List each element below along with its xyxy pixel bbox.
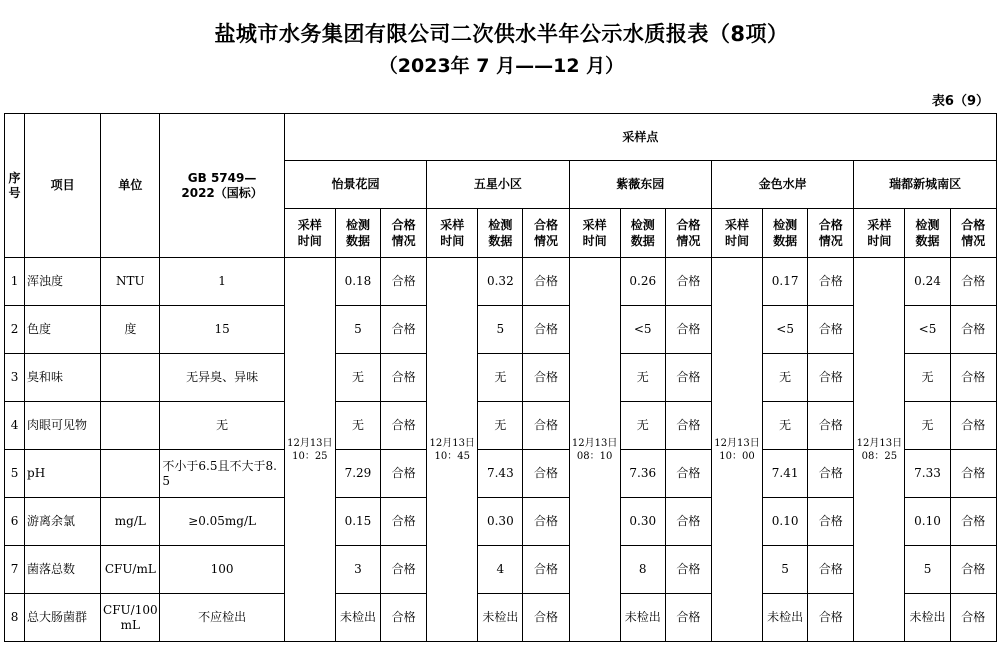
pass-status: 合格 xyxy=(381,546,427,594)
pass-status: 合格 xyxy=(808,450,854,498)
test-value: 0.30 xyxy=(478,498,523,546)
pass-status: 合格 xyxy=(523,306,569,354)
row-standard: 不应检出 xyxy=(160,594,284,642)
site-name: 怡景花园 xyxy=(284,161,426,209)
test-value: 7.33 xyxy=(905,450,950,498)
row-seq: 4 xyxy=(5,402,25,450)
pass-status: 合格 xyxy=(665,546,711,594)
pass-status: 合格 xyxy=(950,594,996,642)
test-value: 未检出 xyxy=(905,594,950,642)
pass-status: 合格 xyxy=(950,546,996,594)
row-standard: 无异臭、异味 xyxy=(160,354,284,402)
test-value: 0.18 xyxy=(335,258,380,306)
sample-clock: 10：00 xyxy=(719,450,755,462)
pass-status: 合格 xyxy=(665,306,711,354)
table-body xyxy=(5,114,997,642)
subheader-sample-time xyxy=(284,209,335,258)
row-seq: 2 xyxy=(5,306,25,354)
subheader-label: 合格情况 xyxy=(391,218,416,248)
sample-clock: 10：45 xyxy=(434,450,470,462)
pass-status: 合格 xyxy=(808,498,854,546)
site-name: 紫薇东园 xyxy=(569,161,711,209)
subheader-sample-time xyxy=(427,209,478,258)
row-unit: mg/L xyxy=(101,498,160,546)
pass-status: 合格 xyxy=(808,354,854,402)
sample-time-cell xyxy=(569,258,620,642)
test-value: 0.10 xyxy=(905,498,950,546)
pass-status: 合格 xyxy=(381,354,427,402)
row-item: 肉眼可见物 xyxy=(25,402,101,450)
subheader-label: 合格情况 xyxy=(676,218,701,248)
subheader-label: 合格情况 xyxy=(961,218,986,248)
subheader-label: 检测数据 xyxy=(630,218,655,248)
sample-time-cell xyxy=(427,258,478,642)
pass-status: 合格 xyxy=(950,306,996,354)
test-value: 无 xyxy=(335,402,380,450)
subheader-label: 采样时间 xyxy=(724,218,749,248)
test-value: 3 xyxy=(335,546,380,594)
subheader-test-data xyxy=(620,209,665,258)
sample-time-cell xyxy=(854,258,905,642)
sample-clock: 08：10 xyxy=(576,450,613,462)
report-period: （2023年 7 月——12 月） xyxy=(378,55,625,77)
pass-status: 合格 xyxy=(523,354,569,402)
table-row xyxy=(5,258,997,306)
pass-status: 合格 xyxy=(950,258,996,306)
test-value: 0.32 xyxy=(478,258,523,306)
row-standard: 1 xyxy=(160,258,284,306)
row-unit: NTU xyxy=(101,258,160,306)
pass-status: 合格 xyxy=(808,546,854,594)
pass-status: 合格 xyxy=(665,450,711,498)
site-name: 瑞都新城南区 xyxy=(854,161,997,209)
pass-status: 合格 xyxy=(808,594,854,642)
table-number: 表6（9） xyxy=(931,94,989,109)
test-value: 无 xyxy=(478,402,523,450)
subheader-pass-status xyxy=(381,209,427,258)
row-item: 总大肠菌群 xyxy=(25,594,101,642)
header-standard: GB 5749—2022（国标） xyxy=(160,114,284,258)
test-value: 0.17 xyxy=(763,258,808,306)
test-value: 无 xyxy=(763,354,808,402)
pass-status: 合格 xyxy=(665,594,711,642)
row-item: 臭和味 xyxy=(25,354,101,402)
test-value: 8 xyxy=(620,546,665,594)
pass-status: 合格 xyxy=(950,402,996,450)
test-value: 5 xyxy=(905,546,950,594)
subheader-label: 采样时间 xyxy=(440,218,465,248)
subheader-label: 合格情况 xyxy=(818,218,843,248)
pass-status: 合格 xyxy=(808,402,854,450)
pass-status: 合格 xyxy=(523,402,569,450)
subheader-sample-time xyxy=(854,209,905,258)
table-row xyxy=(5,450,997,498)
test-value: 未检出 xyxy=(620,594,665,642)
subheader-label: 检测数据 xyxy=(915,218,940,248)
subheader-label: 采样时间 xyxy=(867,218,892,248)
subheader-label: 检测数据 xyxy=(345,218,370,248)
header-item: 项目 xyxy=(25,114,101,258)
subheader-pass-status xyxy=(950,209,996,258)
sample-date: 12月13日 xyxy=(571,437,618,449)
pass-status: 合格 xyxy=(665,498,711,546)
site-name: 金色水岸 xyxy=(711,161,853,209)
row-seq: 5 xyxy=(5,450,25,498)
sample-date: 12月13日 xyxy=(714,437,760,449)
sample-time-cell xyxy=(711,258,762,642)
table-row xyxy=(5,354,997,402)
test-value: 未检出 xyxy=(478,594,523,642)
table-row xyxy=(5,546,997,594)
pass-status: 合格 xyxy=(381,594,427,642)
sample-date: 12月13日 xyxy=(287,437,333,449)
row-unit: 度 xyxy=(101,306,160,354)
row-standard: ≥0.05mg/L xyxy=(160,498,284,546)
test-value: <5 xyxy=(905,306,950,354)
row-item: 浑浊度 xyxy=(25,258,101,306)
subheader-test-data xyxy=(905,209,950,258)
header-unit: 单位 xyxy=(101,114,160,258)
test-value: 5 xyxy=(335,306,380,354)
subheader-label: 合格情况 xyxy=(533,218,558,248)
subheader-label: 采样时间 xyxy=(582,218,607,248)
subheader-label: 检测数据 xyxy=(773,218,798,248)
pass-status: 合格 xyxy=(523,258,569,306)
sample-date: 12月13日 xyxy=(856,437,903,449)
test-value: 无 xyxy=(335,354,380,402)
pass-status: 合格 xyxy=(523,450,569,498)
row-seq: 6 xyxy=(5,498,25,546)
table-row xyxy=(5,594,997,642)
sample-clock: 08：25 xyxy=(861,450,898,462)
test-value: 未检出 xyxy=(335,594,380,642)
row-item: 游离余氯 xyxy=(25,498,101,546)
test-value: 无 xyxy=(620,354,665,402)
header-seq: 序号 xyxy=(5,114,25,258)
test-value: 0.26 xyxy=(620,258,665,306)
row-standard: 15 xyxy=(160,306,284,354)
test-value: <5 xyxy=(620,306,665,354)
header-row-sampling xyxy=(5,114,997,161)
pass-status: 合格 xyxy=(665,354,711,402)
subheader-pass-status xyxy=(665,209,711,258)
test-value: 0.15 xyxy=(335,498,380,546)
row-item: pH xyxy=(25,450,101,498)
row-unit xyxy=(101,450,160,498)
test-value: 7.29 xyxy=(335,450,380,498)
row-unit: CFU/mL xyxy=(101,546,160,594)
sample-clock: 10：25 xyxy=(292,450,328,462)
test-value: 无 xyxy=(478,354,523,402)
pass-status: 合格 xyxy=(523,498,569,546)
row-unit xyxy=(101,402,160,450)
pass-status: 合格 xyxy=(808,258,854,306)
pass-status: 合格 xyxy=(950,498,996,546)
table-row xyxy=(5,306,997,354)
test-value: 无 xyxy=(620,402,665,450)
row-standard: 不小于6.5且不大于8.5 xyxy=(160,450,284,498)
test-value: <5 xyxy=(763,306,808,354)
water-quality-table xyxy=(4,113,997,642)
pass-status: 合格 xyxy=(381,498,427,546)
row-seq: 3 xyxy=(5,354,25,402)
subheader-test-data xyxy=(335,209,380,258)
test-value: 4 xyxy=(478,546,523,594)
row-unit xyxy=(101,354,160,402)
row-seq: 8 xyxy=(5,594,25,642)
test-value: 无 xyxy=(763,402,808,450)
test-value: 7.36 xyxy=(620,450,665,498)
row-item: 色度 xyxy=(25,306,101,354)
row-standard: 无 xyxy=(160,402,284,450)
subheader-test-data xyxy=(478,209,523,258)
subheader-test-data xyxy=(763,209,808,258)
pass-status: 合格 xyxy=(381,402,427,450)
pass-status: 合格 xyxy=(523,546,569,594)
test-value: 未检出 xyxy=(763,594,808,642)
pass-status: 合格 xyxy=(950,354,996,402)
subheader-pass-status xyxy=(523,209,569,258)
pass-status: 合格 xyxy=(950,450,996,498)
row-seq: 7 xyxy=(5,546,25,594)
test-value: 0.10 xyxy=(763,498,808,546)
pass-status: 合格 xyxy=(381,306,427,354)
test-value: 7.43 xyxy=(478,450,523,498)
pass-status: 合格 xyxy=(665,402,711,450)
subheader-sample-time xyxy=(711,209,762,258)
subheader-label: 检测数据 xyxy=(488,218,513,248)
row-item: 菌落总数 xyxy=(25,546,101,594)
pass-status: 合格 xyxy=(808,306,854,354)
sample-date: 12月13日 xyxy=(429,437,475,449)
test-value: 7.41 xyxy=(763,450,808,498)
test-value: 0.24 xyxy=(905,258,950,306)
site-name: 五星小区 xyxy=(427,161,569,209)
subheader-pass-status xyxy=(808,209,854,258)
test-value: 无 xyxy=(905,402,950,450)
pass-status: 合格 xyxy=(523,594,569,642)
pass-status: 合格 xyxy=(665,258,711,306)
report-title: 盐城市水务集团有限公司二次供水半年公示水质报表（8项） xyxy=(214,22,789,46)
test-value: 5 xyxy=(478,306,523,354)
pass-status: 合格 xyxy=(381,258,427,306)
test-value: 0.30 xyxy=(620,498,665,546)
subheader-label: 采样时间 xyxy=(297,218,322,248)
row-seq: 1 xyxy=(5,258,25,306)
pass-status: 合格 xyxy=(381,450,427,498)
row-standard: 100 xyxy=(160,546,284,594)
test-value: 5 xyxy=(763,546,808,594)
table-row xyxy=(5,402,997,450)
row-unit: CFU/100mL xyxy=(101,594,160,642)
header-sampling-points: 采样点 xyxy=(284,114,996,161)
subheader-sample-time xyxy=(569,209,620,258)
test-value: 无 xyxy=(905,354,950,402)
table-row xyxy=(5,498,997,546)
sample-time-cell xyxy=(284,258,335,642)
